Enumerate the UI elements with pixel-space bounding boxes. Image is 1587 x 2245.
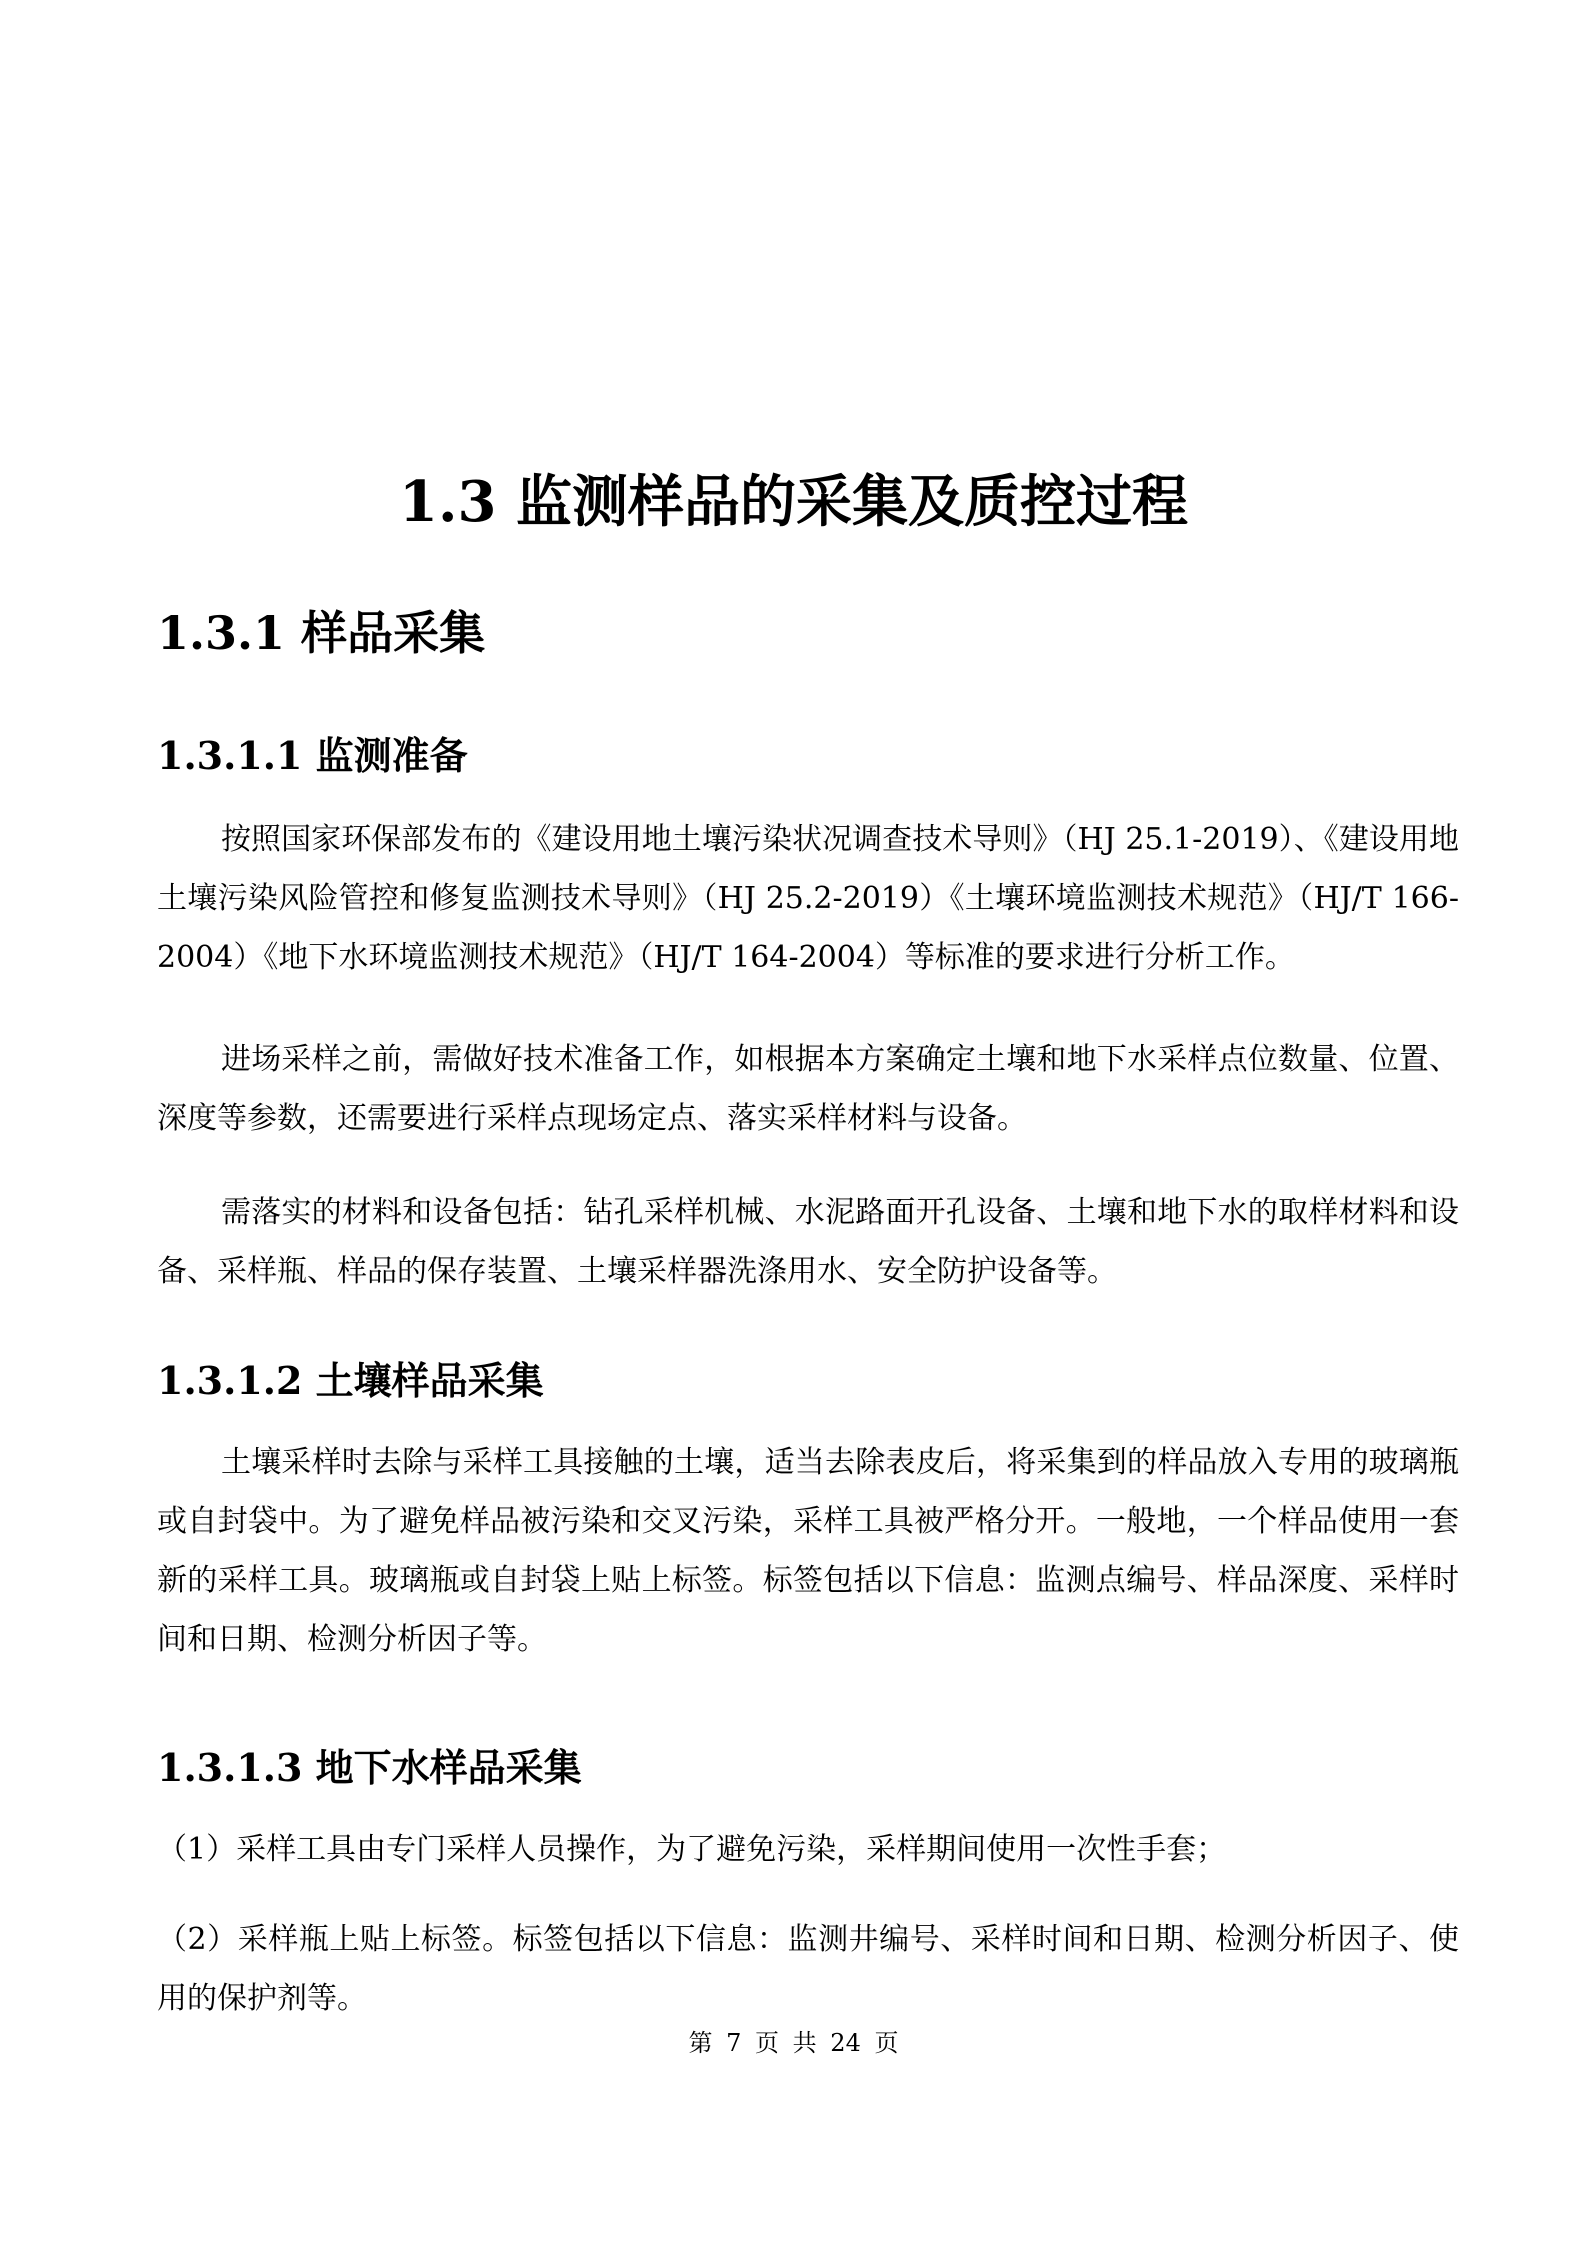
paragraph-technical-preparation: 进场采样之前，需做好技术准备工作，如根据本方案确定土壤和地下水采样点位数量、位置、深度等参数，还需要进行采样点现场定点、落实采样材料与设备。 xyxy=(157,1042,1459,1136)
section-title: 1.3 监测样品的采集及质控过程 xyxy=(399,469,1188,535)
heading-monitoring-preparation: 1.3.1.1 监测准备 xyxy=(157,733,468,778)
heading-groundwater-sampling: 1.3.1.3 地下水样品采集 xyxy=(157,1745,582,1790)
paragraph-materials-equipment: 需落实的材料和设备包括：钻孔采样机械、水泥路面开孔设备、土壤和地下水的取样材料和设备、采样瓶、样品的保存装置、土壤采样器洗涤用水、安全防护设备等。 xyxy=(157,1195,1459,1289)
paragraph-standards: 按照国家环保部发布的《建设用地土壤污染状况调查技术导则》（HJ 25.1-2019）、《建设用地土壤污染风险管控和修复监测技术导则》（HJ 25.2-2019）《土壤环境监测技术规范》（HJ/T 166-2004）《地下水环境监测技术规范》（HJ/T 164-2004）等标准的要求进行分析工作。 xyxy=(157,822,1459,975)
heading-soil-sampling: 1.3.1.2 土壤样品采集 xyxy=(157,1358,544,1403)
page-footer: 第 7 页 共 24 页 xyxy=(688,2029,899,2057)
paragraph-soil-sampling: 土壤采样时去除与采样工具接触的土壤，适当去除表皮后，将采集到的样品放入专用的玻璃瓶或自封袋中。为了避免样品被污染和交叉污染，采样工具被严格分开。一般地，一个样品使用一套新的采样工具。玻璃瓶或自封袋上贴上标签。标签包括以下信息：监测点编号、样品深度、采样时间和日期、检测分析因子等。 xyxy=(157,1445,1459,1657)
groundwater-item-2: （2）采样瓶上贴上标签。标签包括以下信息：监测井编号、采样时间和日期、检测分析因子、使用的保护剂等。 xyxy=(157,1922,1459,2016)
groundwater-item-1: （1）采样工具由专门采样人员操作，为了避免污染，采样期间使用一次性手套； xyxy=(157,1832,1227,1867)
subsection-title: 1.3.1 样品采集 xyxy=(157,606,486,660)
